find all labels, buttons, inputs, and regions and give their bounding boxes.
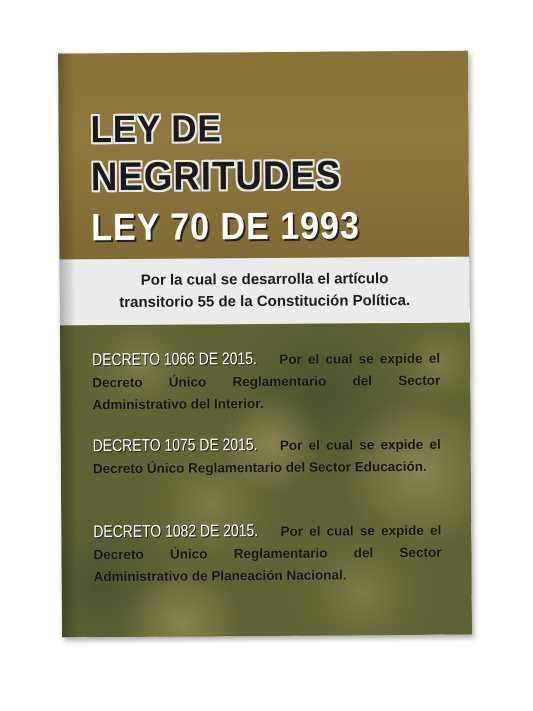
title-line-1: LEY DE bbox=[90, 108, 222, 152]
subtitle-line-2: transitorio 55 de la Constitución Política. bbox=[119, 291, 411, 312]
decree-1075-heading: DECRETO 1075 DE 2015. bbox=[92, 435, 258, 456]
title-line-2: NEGRITUDES bbox=[90, 153, 342, 200]
decree-1082-text: Por el cual se expide el Decreto Único Reglamentario del Sector Administrativo de Planeación Nacional. bbox=[93, 522, 442, 585]
decree-1066-text: Por el cual se expide el Decreto Único Reglamentario del Sector Administrativo del Interior. bbox=[92, 350, 441, 413]
decree-1082 bbox=[93, 519, 441, 588]
decree-1066-heading: DECRETO 1066 DE 2015. bbox=[92, 349, 257, 370]
subtitle-line-1: Por la cual se desarrolla el artículo bbox=[140, 270, 389, 289]
decree-1075-text: Por el cual se expide el Decreto Único Reglamentario del Sector Educación. bbox=[92, 436, 441, 477]
decree-1075 bbox=[93, 433, 441, 480]
book-cover bbox=[58, 51, 472, 638]
cover-top-panel bbox=[58, 51, 469, 266]
cover-bottom-panel bbox=[60, 323, 472, 638]
title-line-3: LEY 70 DE 1993 bbox=[91, 205, 360, 250]
decree-1066 bbox=[92, 347, 440, 416]
subtitle-band bbox=[59, 257, 469, 326]
decree-1082-heading: DECRETO 1082 DE 2015. bbox=[93, 521, 259, 542]
